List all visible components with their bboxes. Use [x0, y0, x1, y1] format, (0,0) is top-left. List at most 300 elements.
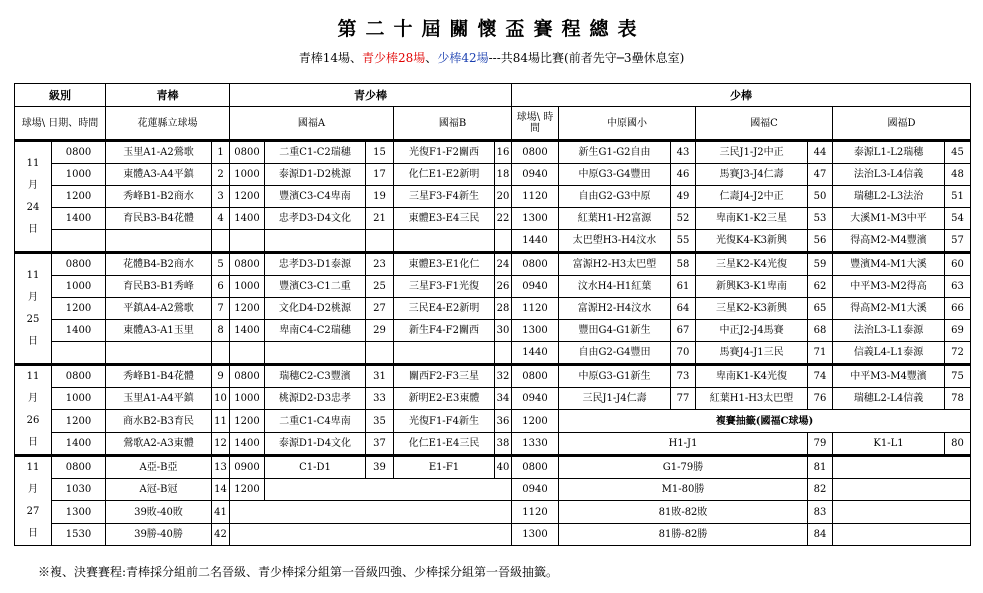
day-label-part: 11: [26, 371, 40, 382]
time-cell: [52, 230, 106, 253]
time-cell: 1400: [52, 432, 106, 455]
table-row: [15, 388, 971, 410]
game-cell: 泰源D1-D4文化: [265, 432, 366, 455]
game-number: 49: [671, 186, 696, 208]
time-cell: 1440: [512, 230, 559, 253]
game-cell: 中原G3-G4豐田: [559, 164, 671, 186]
game-number: 3: [212, 186, 230, 208]
game-cell: 信義L4-L1泰源: [833, 342, 945, 365]
game-cell: 育民B3-B4花體: [106, 208, 212, 230]
game-number: 31: [366, 365, 394, 388]
game-number: 67: [671, 320, 696, 342]
game-number: 62: [808, 276, 833, 298]
day-label-part: 11: [26, 269, 40, 281]
time-cell: 1200: [230, 479, 265, 501]
game-cell: 新生G1-G2自由: [559, 141, 671, 164]
game-cell: 東體A3-A4平鎮: [106, 164, 212, 186]
game-cell: 太巴塱H3-H4汶水: [559, 230, 671, 253]
empty-cell: [833, 479, 971, 501]
time-cell: 0800: [52, 456, 106, 479]
game-number: 15: [366, 141, 394, 164]
game-number: 40: [495, 456, 512, 479]
shaobang-header: 少棒: [512, 84, 971, 107]
game-cell: 瑞穗C2-C3豐濱: [265, 365, 366, 388]
subtitle-total: ---共84場比賽(前者先守─3壘休息室): [488, 51, 685, 65]
game-cell: 三民J1-J2中正: [696, 141, 808, 164]
game-number: 42: [212, 523, 230, 545]
table-row: [15, 186, 971, 208]
subtitle-shaobang: 少棒42場: [437, 51, 489, 65]
time-cell: 0900: [230, 456, 265, 479]
game-cell: 紅葉H1-H2富源: [559, 208, 671, 230]
time-cell: 0800: [230, 365, 265, 388]
game-cell: 豐濱C3-C4卑南: [265, 186, 366, 208]
game-number: 26: [495, 276, 512, 298]
time-cell: 1300: [512, 208, 559, 230]
time-cell: 0800: [52, 365, 106, 388]
game-cell: 三星K2-K3新興: [696, 298, 808, 320]
game-number: 56: [808, 230, 833, 253]
game-cell: 忠孝D3-D4文化: [265, 208, 366, 230]
field-zy-header: 中原國小: [559, 107, 696, 141]
game-cell: 平鎮A4-A2鶯歌: [106, 298, 212, 320]
game-cell: 玉里A1-A4平鎮: [106, 388, 212, 410]
table-row: [15, 230, 971, 253]
game-number: 39: [366, 456, 394, 479]
game-cell: 秀峰B1-B4花體: [106, 365, 212, 388]
time-cell: [230, 342, 265, 365]
day-label-part: 月: [28, 393, 38, 404]
time-cell: 1200: [512, 410, 559, 432]
game-number: 21: [366, 208, 394, 230]
time-cell: 1530: [52, 523, 106, 545]
time-cell: 0940: [512, 479, 559, 501]
time-cell: 1400: [52, 208, 106, 230]
draw-note: 複賽抽籤(國福C球場): [559, 410, 971, 432]
time-cell: 1200: [52, 410, 106, 432]
game-number: 69: [945, 320, 971, 342]
game-cell: 81敗-82敗: [559, 501, 808, 523]
game-number: 84: [808, 523, 833, 545]
game-number: 8: [212, 320, 230, 342]
game-number: 78: [945, 388, 971, 410]
field-hualien-header: 花蓮縣立球場: [106, 107, 230, 141]
time-cell: 0800: [230, 253, 265, 276]
game-number: 41: [212, 501, 230, 523]
time-cell: 1000: [52, 164, 106, 186]
game-number: 7: [212, 298, 230, 320]
game-cell: E1-F1: [394, 456, 495, 479]
game-number: 75: [945, 365, 971, 388]
game-cell: [106, 230, 212, 253]
game-number: 38: [495, 432, 512, 455]
game-number: 73: [671, 365, 696, 388]
game-cell: 二重C1-C4卑南: [265, 410, 366, 432]
game-cell: 關西F2-F3三星: [394, 365, 495, 388]
game-cell: [106, 342, 212, 365]
game-cell: 新興K3-K1卑南: [696, 276, 808, 298]
game-cell: 文化D4-D2桃源: [265, 298, 366, 320]
game-number: [366, 230, 394, 253]
time-cell: 0800: [52, 141, 106, 164]
game-cell: 豐田G4-G1新生: [559, 320, 671, 342]
day-label-part: 月: [28, 291, 38, 303]
game-cell: 泰源D1-D2桃源: [265, 164, 366, 186]
game-number: 51: [945, 186, 971, 208]
game-number: 28: [495, 298, 512, 320]
game-number: 72: [945, 342, 971, 365]
day-label-part: 月: [28, 484, 38, 495]
field-time-header: 球場\ 時間: [512, 107, 559, 141]
table-row: [15, 253, 971, 276]
game-number: 37: [366, 432, 394, 455]
game-cell: 大溪M1-M3中平: [833, 208, 945, 230]
day-label-part: 11: [26, 462, 40, 473]
game-cell: 法治L3-L1泰源: [833, 320, 945, 342]
page-title: 第二十屆關懷盃賽程總表: [337, 18, 646, 40]
empty-cell: [230, 501, 512, 523]
day-label: [15, 365, 52, 456]
game-number: 20: [495, 186, 512, 208]
game-cell: 光復F1-F4新生: [394, 410, 495, 432]
game-cell: 81勝-82勝: [559, 523, 808, 545]
game-cell: A冠-B冠: [106, 479, 212, 501]
game-number: 46: [671, 164, 696, 186]
time-cell: 1400: [230, 208, 265, 230]
game-cell: 富源H2-H3太巴塱: [559, 253, 671, 276]
qingbang-header: 青棒: [106, 84, 230, 107]
game-cell: 馬賽J3-J4仁壽: [696, 164, 808, 186]
day-label-part: 24: [26, 201, 40, 213]
game-cell: G1-79勝: [559, 456, 808, 479]
table-row: [15, 456, 971, 479]
game-number: 33: [366, 388, 394, 410]
time-cell: 1400: [52, 320, 106, 342]
game-cell: 中正J2-J4馬賽: [696, 320, 808, 342]
game-number: 17: [366, 164, 394, 186]
subtitle-qingshaobang: 青少棒28場: [362, 51, 426, 65]
game-cell: H1-J1: [559, 432, 808, 455]
game-cell: 豐濱C3-C1二重: [265, 276, 366, 298]
time-cell: 1400: [230, 320, 265, 342]
game-cell: 汶水H4-H1紅葉: [559, 276, 671, 298]
schedule-table: [14, 83, 971, 546]
game-number: 36: [495, 410, 512, 432]
game-cell: 中平M3-M2得高: [833, 276, 945, 298]
game-cell: 新明E2-E3東體: [394, 388, 495, 410]
day-label-part: 日: [28, 437, 38, 448]
game-cell: 玉里A1-A2鶯歌: [106, 141, 212, 164]
game-number: 53: [808, 208, 833, 230]
day-label-part: 27: [26, 506, 40, 517]
game-number: 79: [808, 432, 833, 455]
game-cell: 自由G2-G4豐田: [559, 342, 671, 365]
game-number: 58: [671, 253, 696, 276]
game-cell: 東體A3-A1玉里: [106, 320, 212, 342]
game-cell: 化仁E1-E4三民: [394, 432, 495, 455]
time-cell: [52, 342, 106, 365]
game-number: 6: [212, 276, 230, 298]
game-cell: 卑南K1-K4光復: [696, 365, 808, 388]
day-label-part: 日: [28, 223, 38, 235]
field-gfd-header: 國福D: [833, 107, 971, 141]
game-number: 24: [495, 253, 512, 276]
time-cell: 1000: [230, 276, 265, 298]
field-gfa-header: 國福A: [230, 107, 394, 141]
game-number: 57: [945, 230, 971, 253]
time-cell: 1000: [52, 388, 106, 410]
day-label-part: 11: [26, 157, 40, 169]
game-number: 76: [808, 388, 833, 410]
game-cell: M1-80勝: [559, 479, 808, 501]
table-row: [15, 342, 971, 365]
table-row: [15, 208, 971, 230]
game-number: 34: [495, 388, 512, 410]
game-number: 1: [212, 141, 230, 164]
empty-cell: [230, 523, 512, 545]
level-header: 級別: [15, 84, 106, 107]
time-cell: 1200: [52, 298, 106, 320]
game-cell: [394, 342, 495, 365]
time-cell: 0800: [52, 253, 106, 276]
table-row: [15, 432, 971, 455]
game-number: [366, 342, 394, 365]
time-cell: 1400: [230, 432, 265, 455]
game-number: 66: [945, 298, 971, 320]
game-number: 48: [945, 164, 971, 186]
game-cell: [394, 230, 495, 253]
game-number: 63: [945, 276, 971, 298]
time-cell: 0800: [230, 141, 265, 164]
game-cell: 39勝-40勝: [106, 523, 212, 545]
time-cell: 1300: [512, 320, 559, 342]
time-cell: 1200: [230, 298, 265, 320]
game-cell: K1-L1: [833, 432, 945, 455]
day-label-part: 25: [26, 313, 40, 325]
game-number: 60: [945, 253, 971, 276]
game-cell: 卑南C4-C2瑞穗: [265, 320, 366, 342]
game-cell: 39敗-40敗: [106, 501, 212, 523]
day-label-part: 日: [28, 335, 38, 347]
time-cell: 1120: [512, 298, 559, 320]
game-number: 55: [671, 230, 696, 253]
time-cell: 1200: [230, 186, 265, 208]
game-cell: 紅葉H1-H3太巴塱: [696, 388, 808, 410]
game-number: 44: [808, 141, 833, 164]
game-number: 82: [808, 479, 833, 501]
game-cell: 新生F4-F2關西: [394, 320, 495, 342]
game-cell: 花體B4-B2商水: [106, 253, 212, 276]
game-cell: 馬賽J4-J1三民: [696, 342, 808, 365]
game-cell: 光復F1-F2關西: [394, 141, 495, 164]
game-cell: 光復K4-K3新興: [696, 230, 808, 253]
game-number: 11: [212, 410, 230, 432]
table-row: [15, 276, 971, 298]
game-number: 12: [212, 432, 230, 455]
game-number: 14: [212, 479, 230, 501]
game-cell: 三民J1-J4仁壽: [559, 388, 671, 410]
table-row: [15, 523, 971, 545]
game-number: 68: [808, 320, 833, 342]
game-cell: 東體E3-E4三民: [394, 208, 495, 230]
field-gfb-header: 國福B: [394, 107, 512, 141]
game-number: 16: [495, 141, 512, 164]
time-cell: 1000: [230, 388, 265, 410]
empty-cell: [833, 456, 971, 479]
game-number: 47: [808, 164, 833, 186]
time-cell: 0940: [512, 164, 559, 186]
game-number: 25: [366, 276, 394, 298]
game-number: 30: [495, 320, 512, 342]
game-cell: 卑南K1-K2三星: [696, 208, 808, 230]
game-cell: 仁壽J4-J2中正: [696, 186, 808, 208]
empty-cell: [833, 523, 971, 545]
day-label-part: 月: [28, 179, 38, 191]
game-cell: 商水B2-B3育民: [106, 410, 212, 432]
table-row: [15, 164, 971, 186]
game-cell: C1-D1: [265, 456, 366, 479]
schedule-body: [15, 84, 971, 546]
game-number: 5: [212, 253, 230, 276]
game-number: 71: [808, 342, 833, 365]
table-row: [15, 501, 971, 523]
time-cell: 1330: [512, 432, 559, 455]
game-cell: 中原G3-G1新生: [559, 365, 671, 388]
game-number: 10: [212, 388, 230, 410]
qingshaobang-header: 青少棒: [230, 84, 512, 107]
game-number: 52: [671, 208, 696, 230]
table-row: [15, 141, 971, 164]
time-cell: 1300: [52, 501, 106, 523]
game-number: 29: [366, 320, 394, 342]
game-cell: 鶯歌A2-A3東體: [106, 432, 212, 455]
game-number: 59: [808, 253, 833, 276]
game-cell: 東體E3-E1化仁: [394, 253, 495, 276]
game-cell: 三星K2-K4光復: [696, 253, 808, 276]
game-number: 54: [945, 208, 971, 230]
game-number: 27: [366, 298, 394, 320]
game-cell: 豐濱M4-M1大溪: [833, 253, 945, 276]
time-cell: 1000: [230, 164, 265, 186]
game-cell: 瑞穗L2-L4信義: [833, 388, 945, 410]
time-cell: 1440: [512, 342, 559, 365]
game-cell: A亞-B亞: [106, 456, 212, 479]
game-cell: 三星F3-F4新生: [394, 186, 495, 208]
game-cell: 三民E4-E2新明: [394, 298, 495, 320]
game-number: 45: [945, 141, 971, 164]
game-cell: 忠孝D3-D1泰源: [265, 253, 366, 276]
time-cell: 1120: [512, 186, 559, 208]
game-cell: 化仁E1-E2新明: [394, 164, 495, 186]
game-number: [212, 230, 230, 253]
game-number: 65: [808, 298, 833, 320]
game-number: 74: [808, 365, 833, 388]
game-number: 9: [212, 365, 230, 388]
game-number: 19: [366, 186, 394, 208]
table-row: [15, 298, 971, 320]
time-cell: [230, 230, 265, 253]
game-cell: [265, 342, 366, 365]
game-cell: 富源H2-H4汶水: [559, 298, 671, 320]
time-cell: 0800: [512, 253, 559, 276]
game-cell: 得高M2-M4豐濱: [833, 230, 945, 253]
day-label-part: 26: [26, 415, 40, 426]
game-number: 50: [808, 186, 833, 208]
table-row: [15, 365, 971, 388]
day-label: [15, 456, 52, 546]
game-number: 4: [212, 208, 230, 230]
game-number: 81: [808, 456, 833, 479]
time-cell: 1300: [512, 523, 559, 545]
game-cell: 瑞穗L2-L3法治: [833, 186, 945, 208]
game-number: 70: [671, 342, 696, 365]
game-number: 22: [495, 208, 512, 230]
game-cell: 法治L3-L4信義: [833, 164, 945, 186]
time-cell: 0940: [512, 276, 559, 298]
subtitle-sep: 、: [425, 51, 438, 65]
day-label-part: 日: [28, 528, 38, 539]
game-number: 77: [671, 388, 696, 410]
game-number: 83: [808, 501, 833, 523]
game-number: 61: [671, 276, 696, 298]
time-cell: 1200: [230, 410, 265, 432]
header-row-fields: [15, 107, 971, 141]
time-cell: 1030: [52, 479, 106, 501]
game-number: 32: [495, 365, 512, 388]
table-row: [15, 410, 971, 432]
game-number: 64: [671, 298, 696, 320]
day-label: [15, 141, 52, 253]
game-cell: 秀峰B1-B2商水: [106, 186, 212, 208]
game-number: 18: [495, 164, 512, 186]
game-cell: 三星F3-F1光復: [394, 276, 495, 298]
game-cell: [265, 230, 366, 253]
subtitle-qingbang: 青棒14場、: [298, 51, 363, 65]
empty-cell: [265, 479, 512, 501]
time-cell: 1200: [52, 186, 106, 208]
game-number: [212, 342, 230, 365]
game-cell: 育民B3-B1秀峰: [106, 276, 212, 298]
game-cell: 中平M3-M4豐濱: [833, 365, 945, 388]
time-cell: 0800: [512, 456, 559, 479]
page-subtitle: [0, 49, 983, 66]
time-cell: 0800: [512, 141, 559, 164]
field-gfc-header: 國福C: [696, 107, 833, 141]
table-row: [15, 479, 971, 501]
footnote: ※複、決賽賽程:青棒採分組前二名晉級、青少棒採分組第一晉級四強、少棒採分組第一晉級抽籤。: [38, 565, 559, 579]
game-number: [495, 342, 512, 365]
game-number: 35: [366, 410, 394, 432]
game-cell: 泰源L1-L2瑞穗: [833, 141, 945, 164]
game-cell: 得高M2-M1大溪: [833, 298, 945, 320]
game-number: [495, 230, 512, 253]
game-number: 23: [366, 253, 394, 276]
empty-cell: [833, 501, 971, 523]
time-cell: 1120: [512, 501, 559, 523]
table-row: [15, 320, 971, 342]
game-number: 80: [945, 432, 971, 455]
field-date-time-header: 球場\ 日期、時間: [15, 107, 106, 141]
time-cell: 0800: [512, 365, 559, 388]
time-cell: 0940: [512, 388, 559, 410]
game-cell: 二重C1-C2瑞穗: [265, 141, 366, 164]
time-cell: 1000: [52, 276, 106, 298]
header-row-divisions: [15, 84, 971, 107]
game-number: 43: [671, 141, 696, 164]
game-number: 2: [212, 164, 230, 186]
game-number: 13: [212, 456, 230, 479]
game-cell: 桃源D2-D3忠孝: [265, 388, 366, 410]
